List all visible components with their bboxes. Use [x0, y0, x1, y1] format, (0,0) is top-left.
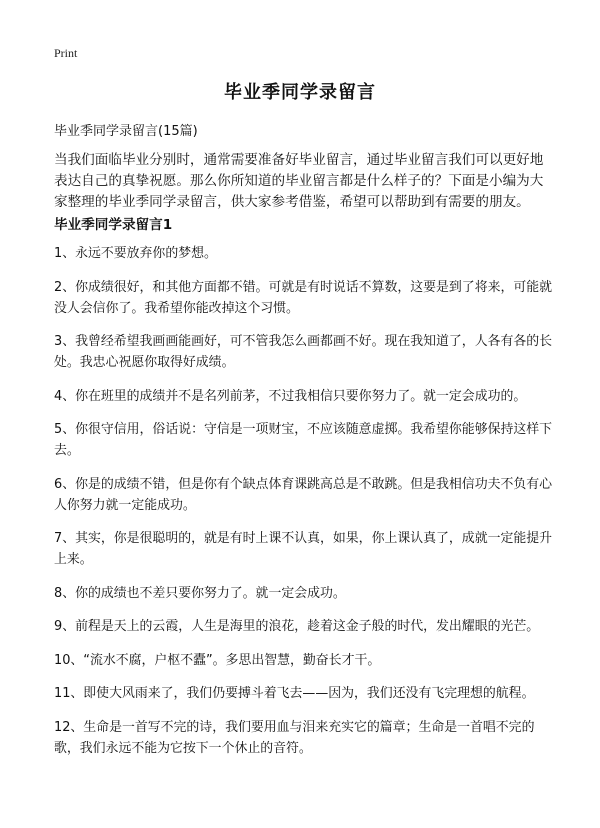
- list-item: 4、你在班里的成绩并不是名列前茅，不过我相信只要你努力了。就一定会成功的。: [54, 388, 527, 404]
- list-item: 10、“流水不腐，户枢不蠹”。多思出智慧，勤奋长才干。: [54, 652, 381, 668]
- list-item: 6、你是的成绩不错，但是你有个缺点体育课跳高总是不敢跳。但是我相信功夫不负有心人你努力就一定能成功。: [54, 476, 553, 513]
- list-item: 1、永远不要放弃你的梦想。: [54, 246, 217, 261]
- list-item: 12、生命是一首写不完的诗，我们要用血与泪来充实它的篇章；生命是一首唱不完的歌，我们永远不能为它按下一个休止的音符。: [54, 719, 535, 756]
- list-item: 8、你的成绩也不差只要你努力了。就一定会成功。: [54, 585, 346, 601]
- list-item: 9、前程是天上的云霞，人生是海里的浪花，趁着这金子般的时代，发出耀眼的光芒。: [54, 619, 540, 634]
- page-title: 毕业季同学录留言: [224, 82, 376, 103]
- list-item: 3、我曾经希望我画画能画好，可不管我怎么画都画不好。现在我知道了，人各有各的长处。我忠心祝愿你取得好成绩。: [54, 334, 553, 370]
- section-heading: 毕业季同学录留言1: [54, 217, 173, 233]
- list-item: 5、你很守信用，俗话说：守信是一项财宝，不应该随意虚掷。我希望你能够保持这样下去。: [54, 422, 553, 458]
- list-item: 2、你成绩很好，和其他方面都不错。可就是有时说话不算数，这要是到了将来，可能就没人会信你了。我希望你能改掉这个习惯。: [54, 279, 553, 316]
- print-link[interactable]: Print: [54, 46, 78, 60]
- page-subtitle: 毕业季同学录留言(15篇): [54, 124, 198, 139]
- intro-paragraph: 当我们面临毕业分别时，通常需要准备好毕业留言，通过毕业留言我们可以更好地表达自己的真挚祝愿。那么你所知道的毕业留言都是什么样子的？下面是小编为大家整理的毕业季同学录留言，供大家参考借鉴，希望可以帮助到有需要的朋友。: [54, 152, 544, 210]
- list-item: 7、其实，你是很聪明的，就是有时上课不认真，如果，你上课认真了，成就一定能提升上来。: [54, 531, 553, 567]
- list-item: 11、即使大风雨来了，我们仍要搏斗着飞去——因为，我们还没有飞完理想的航程。: [54, 686, 535, 701]
- message-list: [54, 243, 554, 771]
